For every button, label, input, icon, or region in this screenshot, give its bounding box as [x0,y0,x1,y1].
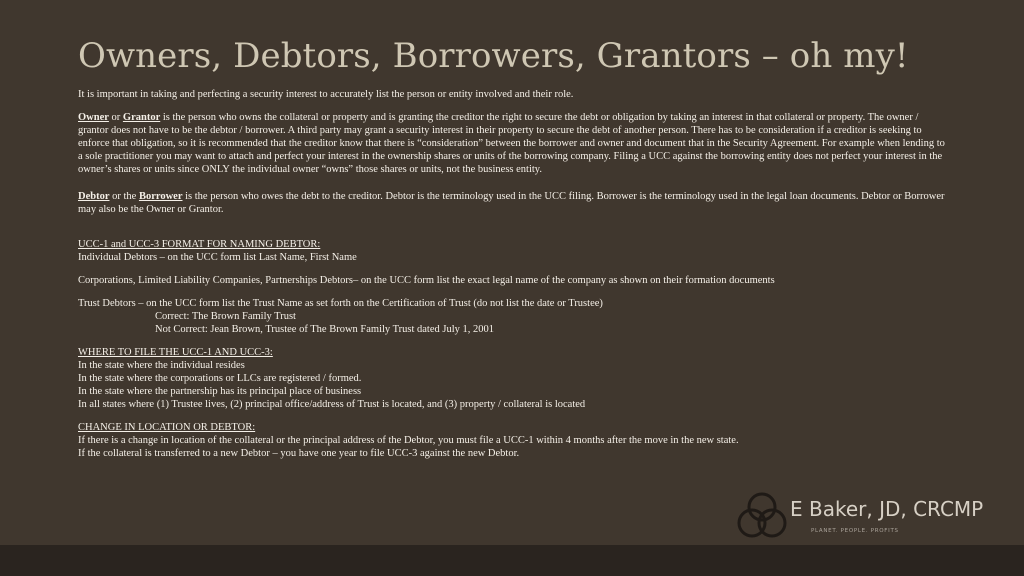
naming-corporations: Corporations, Limited Liability Companies, Partnerships Debtors– on the UCC form list the exact legal name of the company as shown on their formation documents [78,275,775,286]
naming-trust: Trust Debtors – on the UCC form list the Trust Name as set forth on the Certification of Trust (do not list the date or Trustee) [78,298,603,309]
change-line: If there is a change in location of the collateral or the principal address of the Debtor, you must file a UCC-1 within 4 months after the move in the new state. [78,435,739,446]
debtor-term: Debtor [78,191,110,202]
change-heading: CHANGE IN LOCATION OR DEBTOR: [78,422,256,433]
owner-term: Owner [78,112,109,123]
grantor-term: Grantor [122,112,161,123]
slide-title: Owners, Debtors, Borrowers, Grantors – oh my! [78,36,909,76]
where-heading: WHERE TO FILE THE UCC-1 AND UCC-3: [78,347,273,358]
where-line: In the state where the partnership has its principal place of business [78,386,362,397]
where-line: In all states where (1) Trustee lives, (2) principal office/address of Trust is located, and (3) property / collateral is located [78,399,586,410]
owner-connector: or [108,112,123,123]
slide-body [78,88,948,460]
company-logo [734,492,1004,542]
logo-name: E Baker, JD, CRCMP [790,497,984,521]
intro-text: It is important in taking and perfecting a security interest to accurately list the person or entity involved and their role. [78,89,574,100]
footer-band [0,545,1024,576]
three-interlocking-circles-icon [734,492,792,542]
naming-heading: UCC-1 and UCC-3 FORMAT FOR NAMING DEBTOR: [78,239,321,250]
change-line: If the collateral is transferred to a new Debtor – you have one year to file UCC-3 against the new Debtor. [78,448,520,459]
borrower-term: Borrower [138,191,183,202]
debtor-paragraph [78,190,948,216]
logo-tagline: PLANET. PEOPLE. PROFITS [811,528,899,534]
naming-incorrect-example: Not Correct: Jean Brown, Trustee of The Brown Family Trust dated July 1, 2001 [155,324,495,335]
where-line: In the state where the corporations or LLCs are registered / formed. [78,373,362,384]
debtor-connector: or the [109,191,139,202]
owner-definition: is the person who owns the collateral or property and is granting the creditor the right to secure the debt or obligation by taking an interest in that collateral or property. The owner / grantor does not have to be the debtor / borrower. A third party may grant a security interest in their property to secure the debt of another person. There has to be consideration if a creditor is seeking to enforce that obligation, so it is recommended that the creditor know that there is “consideration” between the borrower and owner and document that in the Security Agreement. For example when lending to a sole practitioner you may want to attach and perfect your interest in the ownership shares or units of the borrowing company. Filing a UCC against the borrowing entity does not perfect your interest in the owner’s shares or units since ONLY the individual owner “owns” those shares or units, not the business entity. [78,112,945,175]
naming-individual: Individual Debtors – on the UCC form list Last Name, First Name [78,252,357,263]
debtor-definition: is the person who owes the debt to the creditor. Debtor is the terminology used in the UCC filing. Borrower is the terminology used in the legal loan documents. Debtor or Borrower may also be the Owner or Grantor. [78,191,945,215]
owner-paragraph [78,111,948,176]
where-line: In the state where the individual resides [78,360,245,371]
naming-correct-example: Correct: The Brown Family Trust [155,311,296,322]
